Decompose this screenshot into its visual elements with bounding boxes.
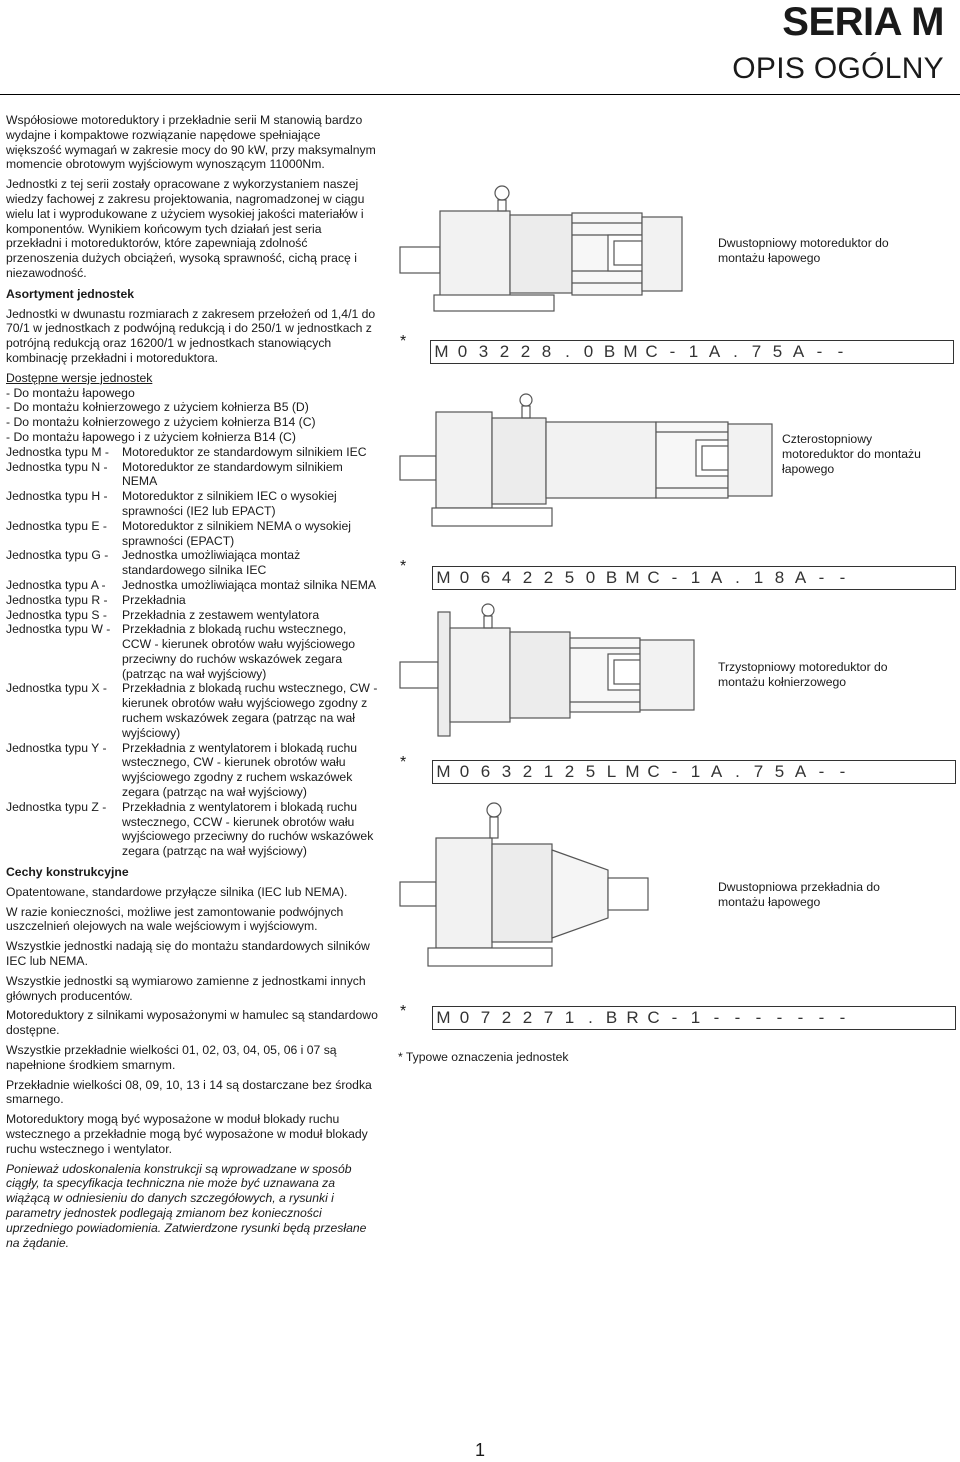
code-char: 2 (564, 762, 575, 781)
code-char: A (792, 342, 805, 361)
code-char: C (645, 342, 658, 361)
code-char: - (713, 1008, 720, 1027)
code-char: - (776, 1008, 783, 1027)
code-star: * (400, 754, 407, 771)
type-key: Jednostka typu Y - (6, 740, 107, 755)
feature-paragraph: Motoreduktory mogą być wyposażone w moduł blokady ruchu wstecznego a przekładnie mogą być wyposażone w moduł blokady ruchu wstecznego i wentylator. (6, 1112, 368, 1156)
code-char: M (434, 342, 449, 361)
page-title: SERIA M (782, 0, 944, 44)
code-char: M (623, 342, 638, 361)
assortment-heading: Asortyment jednostek (6, 286, 134, 301)
code-char: B (605, 568, 618, 587)
code-char: C (647, 762, 660, 781)
code-char: - (818, 1008, 825, 1027)
code-char: A (794, 568, 807, 587)
type-row (6, 489, 378, 519)
feature-paragraph: Wszystkie jednostki nadają się do montażu standardowych silników IEC lub NEMA. (6, 939, 370, 969)
feature-paragraph: Motoreduktory z silnikami wyposażonymi w hamulec są standardowo dostępne. (6, 1008, 378, 1038)
type-key: Jednostka typu H - (6, 489, 108, 504)
feature-paragraph: Przekładnie wielkości 08, 09, 10, 13 i 14 są dostarczane bez środka smarnego. (6, 1077, 372, 1107)
code-char: 4 (501, 568, 512, 587)
code-char: 5 (585, 762, 596, 781)
code-char: 0 (457, 342, 468, 361)
code-char: 0 (583, 342, 594, 361)
type-desc: Przekładnia z wentylatorem i blokadą ruchu wstecznego, CCW - kierunek obrotów wału wyjściowego przeciwny do ruchów wskazówek zegara (patrząc na wał wyjściowy) (122, 799, 374, 859)
code-char: - (816, 342, 823, 361)
type-key: Jednostka typu Z - (6, 799, 107, 814)
code-char: A (710, 568, 723, 587)
type-row (6, 593, 378, 608)
type-row (6, 608, 378, 623)
code-char: 1 (564, 1008, 575, 1027)
code-char: 1 (690, 1008, 701, 1027)
versions-heading: Dostępne wersje jednostek (6, 370, 153, 385)
code-char: 1 (688, 342, 699, 361)
code-char: L (606, 762, 617, 781)
type-desc: Motoreduktor z silnikiem IEC o wysokiej sprawności (IE2 lub EPACT) (122, 489, 337, 518)
code-char: 2 (543, 568, 554, 587)
type-row (6, 548, 378, 578)
code-char: - (755, 1008, 762, 1027)
code-char: . (735, 568, 740, 587)
type-row (6, 445, 378, 460)
page-subtitle: OPIS OGÓLNY (732, 52, 944, 85)
type-desc: Jednostka umożliwiająca montaż silnika NEMA (122, 577, 377, 592)
code-char: 8 (774, 568, 785, 587)
code-char: 0 (585, 568, 596, 587)
type-desc: Motoreduktor z silnikiem NEMA o wysokiej sprawności (EPACT) (122, 518, 351, 548)
code-char: 0 (459, 1008, 470, 1027)
code-star: * (400, 1003, 407, 1020)
gearbox-drawing-4 (398, 800, 708, 985)
type-desc: Przekładnia z zestawem wentylatora (122, 607, 320, 622)
type-row (6, 622, 378, 681)
code-char: 1 (690, 568, 701, 587)
feature-paragraph: Wszystkie jednostki są wymiarowo zamienne z jednostkami innych głównych producentów. (6, 973, 366, 1003)
code-char: 7 (480, 1008, 491, 1027)
code-char: 2 (499, 342, 510, 361)
assortment-paragraph: Jednostki w dwunastu rozmiarach z zakresem przełożeń od 1,4/1 do 70/1 w jednostkach z podwójną redukcją i do 250/1 w jednostkach z potrójną redukcją oraz 16200/1 w jednostkach stanowiących kombinację przekładni i motoreduktora. (6, 306, 376, 365)
code-char: 3 (478, 342, 489, 361)
code-char: 2 (522, 762, 533, 781)
code-char: 0 (459, 762, 470, 781)
version-item: - Do montażu łapowego i z użyciem kołnierza B14 (C) (6, 429, 296, 444)
code-char: 7 (543, 1008, 554, 1027)
code-char: B (605, 1008, 618, 1027)
product-code-box (432, 566, 956, 590)
code-char: - (797, 1008, 804, 1027)
code-char: 1 (753, 568, 764, 587)
code-char: 2 (520, 342, 531, 361)
type-row (6, 460, 378, 490)
type-key: Jednostka typu G - (6, 548, 109, 563)
code-char: . (733, 342, 738, 361)
code-char: 7 (751, 342, 762, 361)
product-caption: Czterostopniowy motoreduktor do montażu łapowego (782, 432, 921, 476)
type-desc: Przekładnia (122, 592, 186, 607)
type-key: Jednostka typu S - (6, 607, 107, 622)
code-char: M (625, 762, 640, 781)
code-char: C (647, 1008, 660, 1027)
code-char: 3 (501, 762, 512, 781)
code-char: - (669, 342, 676, 361)
code-char: - (734, 1008, 741, 1027)
gearmotor-drawing-2 (398, 392, 778, 532)
type-desc: Motoreduktor ze standardowym silnikiem NEMA (122, 459, 343, 489)
type-key: Jednostka typu W - (6, 622, 111, 637)
product-caption: Trzystopniowy motoreduktor do montażu kołnierzowego (718, 660, 888, 689)
code-char: 7 (753, 762, 764, 781)
code-char: M (436, 568, 451, 587)
code-char: 5 (774, 762, 785, 781)
code-char: - (839, 1008, 846, 1027)
type-row (6, 741, 378, 800)
code-char: - (839, 762, 846, 781)
type-row (6, 578, 378, 593)
type-key: Jednostka typu M - (6, 444, 109, 459)
page-number: 1 (474, 1440, 485, 1460)
code-char: 2 (522, 568, 533, 587)
product-code-box (430, 340, 954, 364)
code-char: A (708, 342, 721, 361)
type-row (6, 519, 378, 549)
code-char: 8 (541, 342, 552, 361)
code-char: . (735, 762, 740, 781)
code-char: R (626, 1008, 639, 1027)
code-char: 5 (564, 568, 575, 587)
product-caption: Dwustopniowa przekładnia do montażu łapowego (718, 880, 880, 909)
header-rule (0, 94, 960, 95)
version-item: - Do montażu kołnierzowego z użyciem kołnierza B5 (D) (6, 400, 309, 415)
type-key: Jednostka typu N - (6, 459, 108, 474)
type-desc: Przekładnia z blokadą ruchu wstecznego, CW - kierunek obrotów wału wyjściowego zgodny z ruchem wskazówek zegara (patrząc na wał wyjściowy) (122, 681, 378, 740)
product-code-box (432, 760, 956, 784)
code-char: C (647, 568, 660, 587)
code-char: - (839, 568, 846, 587)
intro-paragraph-1: Współosiowe motoreduktory i przekładnie serii M stanowią bardzo wydajne i kompaktowe rozwiązanie napędowe spełniające większość wymagań w zakresie mocy do 90 kW, przy maksymalnym momencie obrotowym wyjściowym wynoszącym 11000Nm. (6, 113, 376, 172)
type-desc: Jednostka umożliwiająca montaż standardowego silnika IEC (122, 548, 301, 578)
feature-paragraph: Wszystkie przekładnie wielkości 01, 02, 03, 04, 05, 06 i 07 są napełnione środkiem smarnym. (6, 1043, 337, 1072)
code-char: 6 (480, 762, 491, 781)
code-char: M (436, 762, 451, 781)
code-char: 2 (522, 1008, 533, 1027)
code-char: 0 (459, 568, 470, 587)
feature-paragraph: Opatentowane, standardowe przyłącze silnika (IEC lub NEMA). (6, 884, 348, 899)
code-char: M (436, 1008, 451, 1027)
code-char: - (671, 762, 678, 781)
code-char: - (818, 762, 825, 781)
code-char: - (671, 568, 678, 587)
code-char: 6 (480, 568, 491, 587)
version-item: - Do montażu łapowego (6, 385, 135, 400)
code-char: - (837, 342, 844, 361)
type-row (6, 800, 378, 859)
gearmotor-drawing-1 (398, 183, 698, 318)
type-key: Jednostka typu A - (6, 577, 106, 592)
left-column (6, 113, 378, 1255)
code-char: . (565, 342, 570, 361)
code-char: A (710, 762, 723, 781)
type-key: Jednostka typu R - (6, 592, 108, 607)
type-desc: Przekładnia z blokadą ruchu wstecznego, CCW - kierunek obrotów wału wyjściowego przeciwny do ruchów wskazówek zegara (patrząc na wał wyjściowy) (122, 622, 355, 681)
disclaimer-note: Ponieważ udoskonalenia konstrukcji są wprowadzane w sposób ciągły, ta specyfikacja techniczna nie może być uznawana za wiążącą w odniesieniu do danych szczegółowych, a rysunki i parametry jednostek podlegają zmianom bez konieczności uprzedniego powiadomienia. Zatwierdzone rysunki będą przesłane na żądanie. (6, 1161, 367, 1250)
code-star: * (400, 333, 407, 350)
code-char: 1 (690, 762, 701, 781)
product-caption: Dwustopniowy motoreduktor do montażu łapowego (718, 236, 889, 265)
code-char: . (588, 1008, 593, 1027)
code-char: A (794, 762, 807, 781)
code-char: B (603, 342, 616, 361)
code-star: * (400, 558, 407, 575)
type-key: Jednostka typu X - (6, 681, 107, 696)
code-char: M (625, 568, 640, 587)
features-heading: Cechy konstrukcyjne (6, 865, 129, 880)
type-row (6, 681, 378, 740)
type-key: Jednostka typu E - (6, 518, 107, 533)
version-item: - Do montażu kołnierzowego z użyciem kołnierza B14 (C) (6, 415, 316, 430)
footnote: * Typowe oznaczenia jednostek (398, 1050, 569, 1064)
product-code-box (432, 1006, 956, 1030)
gearmotor-drawing-3 (398, 602, 708, 742)
feature-paragraph: W razie konieczności, możliwe jest zamontowanie podwójnych uszczelnień olejowych na wale wejściowym i wyjściowym. (6, 904, 344, 934)
code-char: 1 (543, 762, 554, 781)
type-desc: Przekładnia z wentylatorem i blokadą ruchu wstecznego, CW - kierunek obrotów wału wyjściowego zgodny z ruchem wskazówek zegara (patrząc na wał wyjściowy) (122, 740, 358, 800)
code-char: 2 (501, 1008, 512, 1027)
code-char: - (671, 1008, 678, 1027)
code-char: - (818, 568, 825, 587)
type-desc: Motoreduktor ze standardowym silnikiem IEC (122, 444, 367, 459)
intro-paragraph-2: Jednostki z tej serii zostały opracowane z wykorzystaniem naszej wiedzy fachowej z zakresu projektowania, nagromadzonej w ciągu wielu lat i wyprodukowane z użyciem wysokiej jakości materiałów i komponentów. Wynikiem końcowym tych działań jest seria przekładni i motoreduktorów, które zapewniają zdolność przenoszenia dużych obciążeń, wysoką sprawność, cichą pracę i niezawodność. (6, 177, 365, 280)
code-char: 5 (772, 342, 783, 361)
